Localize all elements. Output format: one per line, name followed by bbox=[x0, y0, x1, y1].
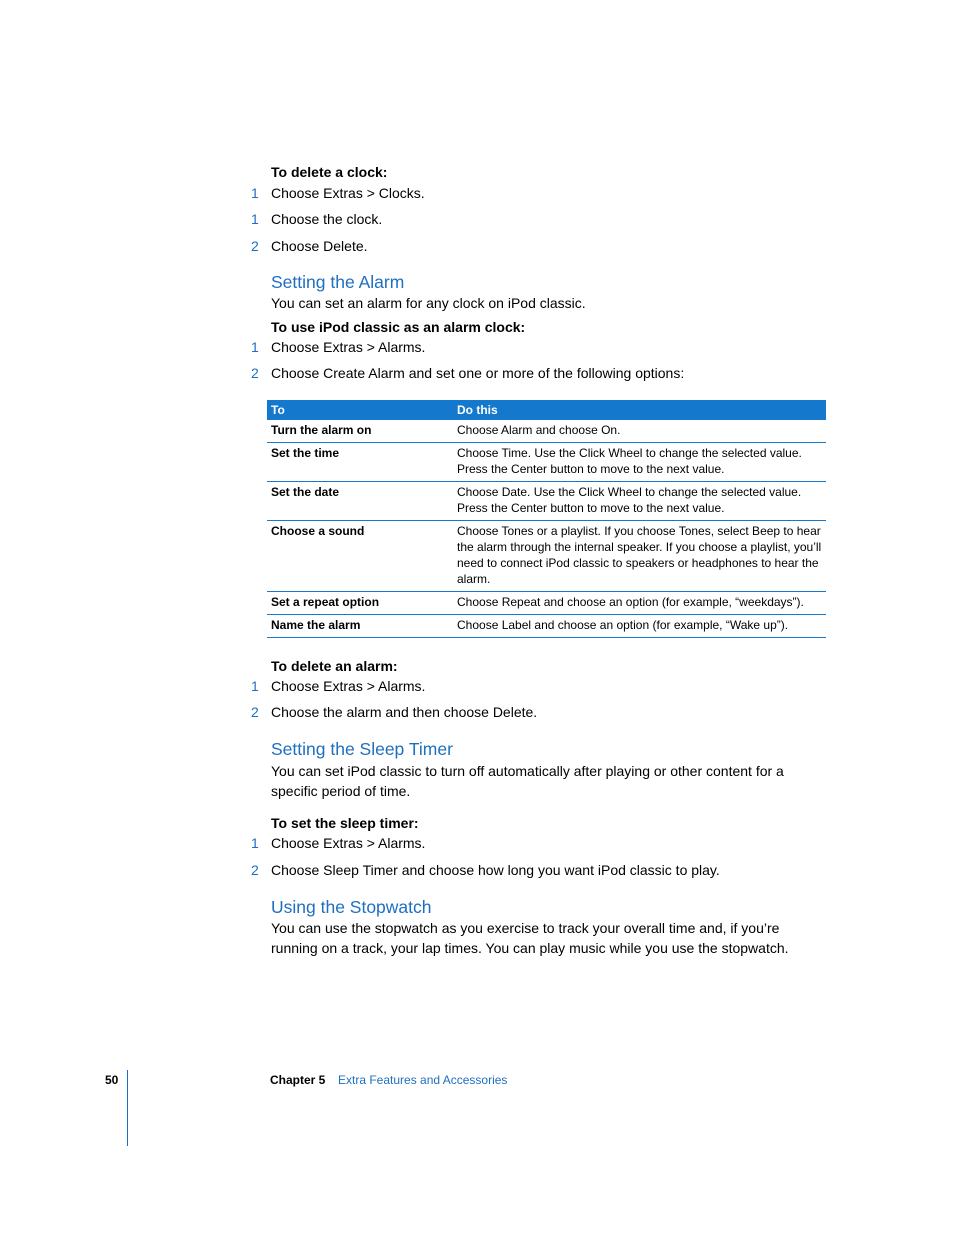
list-item bbox=[251, 185, 425, 201]
table-cell-option: Set a repeat option bbox=[267, 592, 453, 615]
step-number: 2 bbox=[251, 365, 259, 381]
delete-clock-heading: To delete a clock: bbox=[271, 164, 388, 180]
step-text: Choose Delete. bbox=[271, 238, 368, 254]
table-cell-option: Turn the alarm on bbox=[267, 420, 453, 443]
table-cell-action: Choose Tones or a playlist. If you choose Tones, select Beep to hear the alarm through the internal speaker. If you choose a playlist, you’ll need to connect iPod classic to speakers or headphones to hear the alarm. bbox=[453, 521, 826, 592]
footer-chapter-title: Extra Features and Accessories bbox=[338, 1073, 508, 1087]
table-header-row bbox=[267, 400, 826, 420]
table-cell-option: Set the time bbox=[267, 443, 453, 482]
table-header-do-this: Do this bbox=[453, 400, 826, 420]
step-text: Choose Extras > Clocks. bbox=[271, 185, 425, 201]
step-number: 2 bbox=[251, 704, 259, 720]
step-number: 1 bbox=[251, 678, 259, 694]
stopwatch-intro: You can use the stopwatch as you exercise to track your overall time and, if you’re running on a track, your lap times. You can play music while you use the stopwatch. bbox=[271, 920, 789, 956]
step-text: Choose Extras > Alarms. bbox=[271, 835, 426, 851]
alarm-options-table bbox=[267, 400, 826, 638]
step-text: Choose Sleep Timer and choose how long you want iPod classic to play. bbox=[271, 862, 720, 878]
list-item bbox=[251, 365, 685, 381]
delete-alarm-heading: To delete an alarm: bbox=[271, 658, 398, 674]
table-cell-option: Choose a sound bbox=[267, 521, 453, 592]
table-row bbox=[267, 443, 826, 482]
step-text: Choose Extras > Alarms. bbox=[271, 339, 426, 355]
step-number: 2 bbox=[251, 238, 259, 254]
list-item bbox=[251, 238, 368, 254]
table-cell-action: Choose Repeat and choose an option (for example, “weekdays”). bbox=[453, 592, 826, 615]
table-cell-action: Choose Alarm and choose On. bbox=[453, 420, 826, 443]
table-row bbox=[267, 420, 826, 443]
footer-chapter: Chapter 5 bbox=[270, 1073, 326, 1087]
table-cell-option: Set the date bbox=[267, 482, 453, 521]
sleep-heading: To set the sleep timer: bbox=[271, 815, 419, 831]
table-row bbox=[267, 615, 826, 638]
list-item bbox=[251, 835, 426, 851]
list-item bbox=[251, 862, 720, 878]
sleep-intro: You can set iPod classic to turn off automatically after playing or other content for a specific period of time. bbox=[271, 763, 784, 799]
table-row bbox=[267, 482, 826, 521]
table-row bbox=[267, 521, 826, 592]
step-text: Choose the clock. bbox=[271, 211, 383, 227]
step-number: 1 bbox=[251, 339, 259, 355]
table-header-to: To bbox=[267, 400, 453, 420]
step-number: 2 bbox=[251, 862, 259, 878]
step-text: Choose the alarm and then choose Delete. bbox=[271, 704, 538, 720]
table-row bbox=[267, 592, 826, 615]
table-cell-action: Choose Time. Use the Click Wheel to change the selected value. Press the Center button to move to the next value. bbox=[453, 443, 826, 482]
table-cell-action: Choose Date. Use the Click Wheel to change the selected value. Press the Center button to move to the next value. bbox=[453, 482, 826, 521]
alarm-intro: You can set an alarm for any clock on iPod classic. bbox=[271, 295, 586, 311]
list-item bbox=[251, 339, 426, 355]
table-cell-option: Name the alarm bbox=[267, 615, 453, 638]
step-number: 1 bbox=[251, 835, 259, 851]
step-text: Choose Extras > Alarms. bbox=[271, 678, 426, 694]
step-text: Choose Create Alarm and set one or more of the following options: bbox=[271, 365, 685, 381]
table-cell-action: Choose Label and choose an option (for example, “Wake up”). bbox=[453, 615, 826, 638]
page-number: 50 bbox=[105, 1073, 119, 1087]
section-title-alarm: Setting the Alarm bbox=[271, 272, 405, 292]
footer-divider bbox=[127, 1070, 128, 1146]
section-title-sleep-timer: Setting the Sleep Timer bbox=[271, 739, 453, 759]
list-item bbox=[251, 704, 538, 720]
step-number: 1 bbox=[251, 185, 259, 201]
alarm-heading: To use iPod classic as an alarm clock: bbox=[271, 319, 526, 335]
list-item bbox=[251, 678, 426, 694]
section-title-stopwatch: Using the Stopwatch bbox=[271, 897, 432, 917]
list-item bbox=[251, 211, 383, 227]
step-number: 1 bbox=[251, 211, 259, 227]
